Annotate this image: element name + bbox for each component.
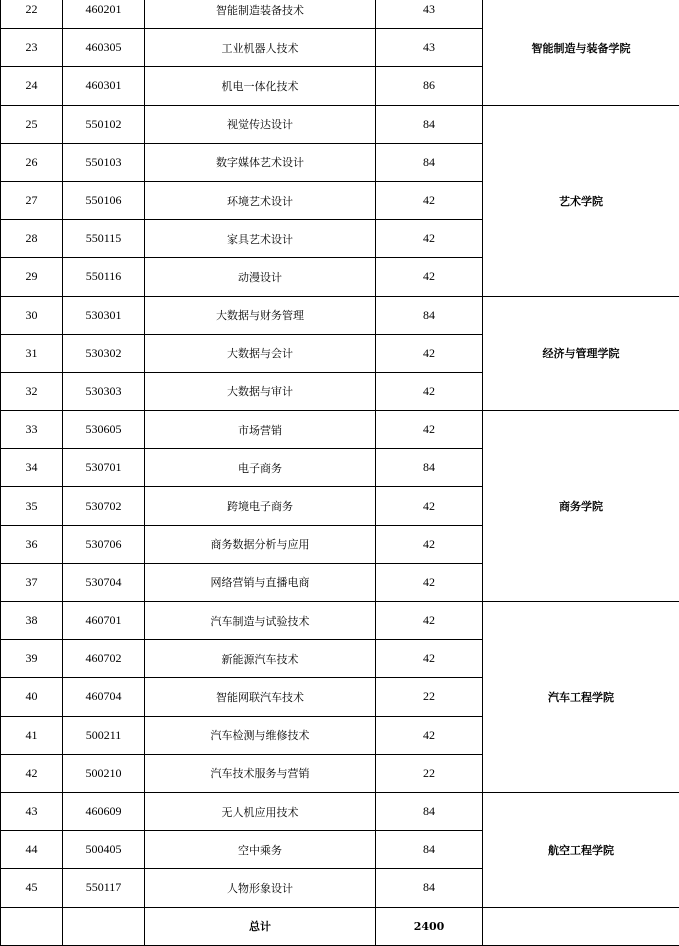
- college-name: 商务学院: [483, 411, 679, 602]
- college-name: 艺术学院: [483, 105, 679, 296]
- enrollment-count: 43: [376, 29, 483, 67]
- major-code: 530301: [63, 296, 145, 334]
- major-code: 460305: [63, 29, 145, 67]
- major-name: 网络营销与直播电商: [145, 563, 376, 601]
- table-row: [1, 792, 679, 830]
- major-name: 智能网联汽车技术: [145, 678, 376, 716]
- college-name: 汽车工程学院: [483, 602, 679, 793]
- row-number: 32: [1, 372, 63, 410]
- major-code: 460609: [63, 792, 145, 830]
- table-row: [1, 296, 679, 334]
- major-name: 大数据与审计: [145, 372, 376, 410]
- major-code: 460301: [63, 67, 145, 105]
- major-code: 530302: [63, 334, 145, 372]
- major-code: 500405: [63, 831, 145, 869]
- total-value: 2400: [376, 907, 483, 945]
- enrollment-count: 84: [376, 296, 483, 334]
- row-number: 34: [1, 449, 63, 487]
- major-code: 530704: [63, 563, 145, 601]
- row-number: 22: [1, 0, 63, 29]
- major-name: 数字媒体艺术设计: [145, 143, 376, 181]
- table-body: [1, 0, 679, 945]
- table-row: [1, 411, 679, 449]
- table-row: [1, 602, 679, 640]
- major-code: 460704: [63, 678, 145, 716]
- row-number: 30: [1, 296, 63, 334]
- enrollment-count: 42: [376, 487, 483, 525]
- college-name: 智能制造与装备学院: [483, 0, 679, 105]
- major-name: 视觉传达设计: [145, 105, 376, 143]
- total-empty-cell: [483, 907, 679, 945]
- row-number: 42: [1, 754, 63, 792]
- enrollment-count: 42: [376, 716, 483, 754]
- enrollment-count: 42: [376, 563, 483, 601]
- row-number: 36: [1, 525, 63, 563]
- enrollment-count: 84: [376, 869, 483, 907]
- major-name: 电子商务: [145, 449, 376, 487]
- row-number: 31: [1, 334, 63, 372]
- major-name: 环境艺术设计: [145, 181, 376, 219]
- row-number: 29: [1, 258, 63, 296]
- enrollment-count: 42: [376, 411, 483, 449]
- total-empty-cell: [63, 907, 145, 945]
- row-number: 38: [1, 602, 63, 640]
- enrollment-count: 42: [376, 181, 483, 219]
- total-row: [1, 907, 679, 945]
- row-number: 27: [1, 181, 63, 219]
- enrollment-count: 22: [376, 754, 483, 792]
- college-name: 航空工程学院: [483, 792, 679, 907]
- major-name: 商务数据分析与应用: [145, 525, 376, 563]
- major-code: 500210: [63, 754, 145, 792]
- table-row: [1, 105, 679, 143]
- college-name: 经济与管理学院: [483, 296, 679, 411]
- major-name: 汽车检测与维修技术: [145, 716, 376, 754]
- major-code: 530701: [63, 449, 145, 487]
- major-code: 530303: [63, 372, 145, 410]
- major-code: 550117: [63, 869, 145, 907]
- major-name: 家具艺术设计: [145, 220, 376, 258]
- major-code: 550102: [63, 105, 145, 143]
- row-number: 35: [1, 487, 63, 525]
- row-number: 37: [1, 563, 63, 601]
- enrollment-count: 22: [376, 678, 483, 716]
- enrollment-count: 42: [376, 220, 483, 258]
- major-code: 550103: [63, 143, 145, 181]
- row-number: 41: [1, 716, 63, 754]
- row-number: 40: [1, 678, 63, 716]
- major-code: 550106: [63, 181, 145, 219]
- major-code: 530605: [63, 411, 145, 449]
- row-number: 28: [1, 220, 63, 258]
- major-name: 空中乘务: [145, 831, 376, 869]
- enrollment-count: 84: [376, 143, 483, 181]
- row-number: 25: [1, 105, 63, 143]
- major-code: 550115: [63, 220, 145, 258]
- enrollment-count: 42: [376, 334, 483, 372]
- enrollment-count: 42: [376, 372, 483, 410]
- enrollment-count: 84: [376, 792, 483, 830]
- major-name: 新能源汽车技术: [145, 640, 376, 678]
- enrollment-count: 42: [376, 525, 483, 563]
- major-code: 460201: [63, 0, 145, 29]
- major-name: 汽车技术服务与营销: [145, 754, 376, 792]
- major-name: 大数据与会计: [145, 334, 376, 372]
- enrollment-count: 86: [376, 67, 483, 105]
- major-code: 460702: [63, 640, 145, 678]
- row-number: 43: [1, 792, 63, 830]
- table-row: [1, 0, 679, 29]
- enrollment-count: 42: [376, 602, 483, 640]
- row-number: 23: [1, 29, 63, 67]
- major-name: 大数据与财务管理: [145, 296, 376, 334]
- enrollment-count: 43: [376, 0, 483, 29]
- major-name: 跨境电子商务: [145, 487, 376, 525]
- major-code: 530706: [63, 525, 145, 563]
- enrollment-count: 84: [376, 449, 483, 487]
- enrollment-count: 84: [376, 105, 483, 143]
- major-name: 人物形象设计: [145, 869, 376, 907]
- row-number: 33: [1, 411, 63, 449]
- row-number: 39: [1, 640, 63, 678]
- major-name: 动漫设计: [145, 258, 376, 296]
- major-name: 机电一体化技术: [145, 67, 376, 105]
- major-code: 500211: [63, 716, 145, 754]
- row-number: 24: [1, 67, 63, 105]
- enrollment-count: 42: [376, 258, 483, 296]
- enrollment-count: 84: [376, 831, 483, 869]
- major-code: 530702: [63, 487, 145, 525]
- total-empty-cell: [1, 907, 63, 945]
- major-name: 智能制造装备技术: [145, 0, 376, 29]
- row-number: 45: [1, 869, 63, 907]
- enrollment-count: 42: [376, 640, 483, 678]
- major-name: 无人机应用技术: [145, 792, 376, 830]
- row-number: 44: [1, 831, 63, 869]
- major-name: 工业机器人技术: [145, 29, 376, 67]
- total-label: 总计: [145, 907, 376, 945]
- major-code: 460701: [63, 602, 145, 640]
- major-name: 市场营销: [145, 411, 376, 449]
- major-code: 550116: [63, 258, 145, 296]
- major-name: 汽车制造与试验技术: [145, 602, 376, 640]
- row-number: 26: [1, 143, 63, 181]
